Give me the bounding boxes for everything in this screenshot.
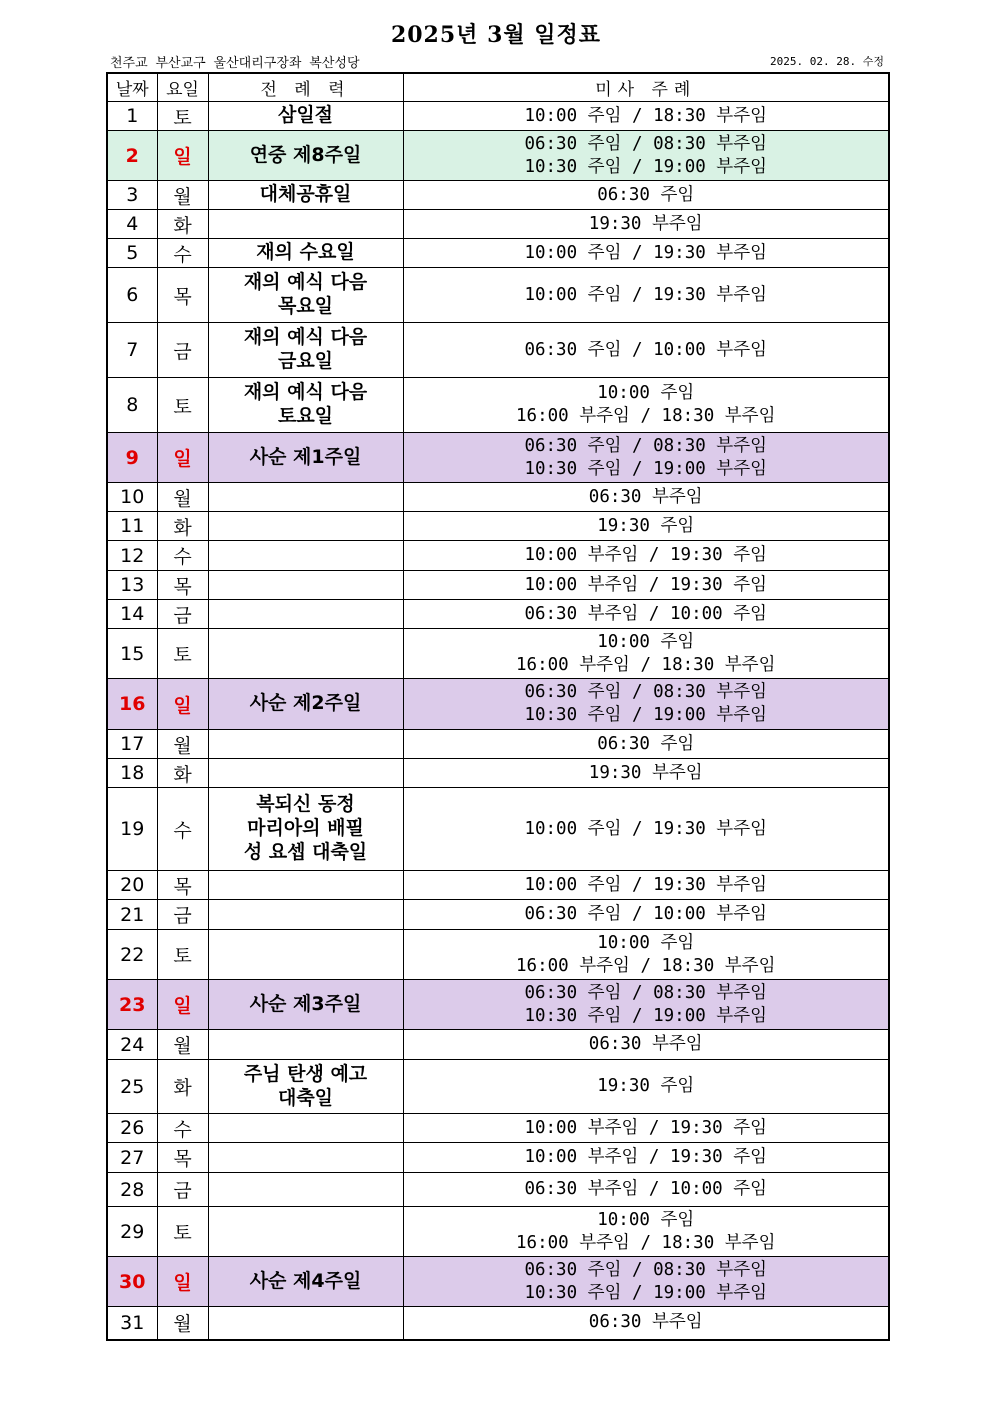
- table-row: [107, 629, 889, 679]
- table-row: [107, 131, 889, 181]
- header-mass: 미사 주례: [403, 73, 889, 102]
- celebration-cell: 복되신 동정 마리아의 배필 성 요셉 대축일: [208, 788, 403, 871]
- celebration-cell: 재의 수요일: [208, 239, 403, 268]
- celebration-cell: 사순 제1주일: [208, 433, 403, 483]
- weekday-cell: 수: [157, 788, 208, 871]
- date-cell: 30: [107, 1257, 157, 1307]
- celebration-cell: [208, 600, 403, 629]
- table-row: [107, 210, 889, 239]
- celebration-cell: [208, 730, 403, 759]
- table-row: [107, 1257, 889, 1307]
- table-row: [107, 600, 889, 629]
- weekday-cell: 금: [157, 323, 208, 378]
- weekday-cell: 일: [157, 131, 208, 181]
- celebration-cell: 주님 탄생 예고 대축일: [208, 1060, 403, 1114]
- table-row: [107, 323, 889, 378]
- celebration-cell: 사순 제3주일: [208, 980, 403, 1030]
- celebration-cell: [208, 1030, 403, 1060]
- celebration-cell: [208, 1173, 403, 1207]
- date-cell: 7: [107, 323, 157, 378]
- date-cell: 8: [107, 378, 157, 433]
- mass-cell: 10:00 주임 16:00 부주임 / 18:30 부주임: [403, 930, 889, 980]
- page-title: 2025년 3월 일정표: [390, 22, 602, 48]
- celebration-cell: [208, 759, 403, 788]
- mass-cell: 06:30 부주임: [403, 1307, 889, 1340]
- mass-cell: 10:00 주임 / 19:30 부주임: [403, 788, 889, 871]
- table-row: [107, 1207, 889, 1257]
- weekday-cell: 일: [157, 1257, 208, 1307]
- mass-cell: 10:00 주임 / 19:30 부주임: [403, 268, 889, 323]
- mass-cell: 06:30 부주임: [403, 483, 889, 512]
- date-cell: 3: [107, 181, 157, 210]
- date-cell: 21: [107, 900, 157, 930]
- mass-cell: 19:30 부주임: [403, 210, 889, 239]
- mass-cell: 06:30 주임 / 10:00 부주임: [403, 323, 889, 378]
- table-row: [107, 239, 889, 268]
- weekday-cell: 목: [157, 871, 208, 900]
- date-cell: 5: [107, 239, 157, 268]
- weekday-cell: 화: [157, 1060, 208, 1114]
- celebration-cell: [208, 512, 403, 541]
- parish-name: 천주교 부산교구 울산대리구장좌 복산성당: [110, 56, 360, 71]
- celebration-cell: 연중 제8주일: [208, 131, 403, 181]
- celebration-cell: 삼일절: [208, 102, 403, 131]
- celebration-cell: [208, 871, 403, 900]
- weekday-cell: 월: [157, 181, 208, 210]
- table-row: [107, 268, 889, 323]
- celebration-cell: [208, 1143, 403, 1173]
- table-row: [107, 679, 889, 730]
- date-cell: 2: [107, 131, 157, 181]
- celebration-cell: 사순 제2주일: [208, 679, 403, 730]
- weekday-cell: 월: [157, 1030, 208, 1060]
- weekday-cell: 화: [157, 759, 208, 788]
- mass-cell: 19:30 주임: [403, 512, 889, 541]
- celebration-cell: [208, 210, 403, 239]
- celebration-cell: 재의 예식 다음 목요일: [208, 268, 403, 323]
- mass-cell: 06:30 주임 / 08:30 부주임 10:30 주임 / 19:00 부주임: [403, 131, 889, 181]
- mass-cell: 06:30 주임: [403, 181, 889, 210]
- celebration-cell: 재의 예식 다음 금요일: [208, 323, 403, 378]
- date-cell: 23: [107, 980, 157, 1030]
- table-row: [107, 871, 889, 900]
- weekday-cell: 수: [157, 541, 208, 571]
- weekday-cell: 토: [157, 1207, 208, 1257]
- table-row: [107, 102, 889, 131]
- mass-cell: 10:00 주임 / 19:30 부주임: [403, 871, 889, 900]
- header-celebration: 전 례 력: [208, 73, 403, 102]
- table-row: [107, 980, 889, 1030]
- celebration-cell: 재의 예식 다음 토요일: [208, 378, 403, 433]
- mass-cell: 10:00 주임 / 18:30 부주임: [403, 102, 889, 131]
- celebration-cell: [208, 930, 403, 980]
- celebration-cell: [208, 629, 403, 679]
- mass-cell: 19:30 부주임: [403, 759, 889, 788]
- date-cell: 4: [107, 210, 157, 239]
- date-cell: 10: [107, 483, 157, 512]
- mass-cell: 10:00 부주임 / 19:30 주임: [403, 541, 889, 571]
- weekday-cell: 수: [157, 239, 208, 268]
- weekday-cell: 토: [157, 629, 208, 679]
- weekday-cell: 월: [157, 730, 208, 759]
- celebration-cell: [208, 541, 403, 571]
- date-cell: 12: [107, 541, 157, 571]
- table-row: [107, 433, 889, 483]
- celebration-cell: [208, 1307, 403, 1340]
- date-cell: 1: [107, 102, 157, 131]
- date-cell: 14: [107, 600, 157, 629]
- table-row: [107, 483, 889, 512]
- date-cell: 27: [107, 1143, 157, 1173]
- mass-cell: 10:00 주임 / 19:30 부주임: [403, 239, 889, 268]
- weekday-cell: 금: [157, 900, 208, 930]
- schedule-table: [106, 72, 890, 1341]
- table-row: [107, 1030, 889, 1060]
- date-cell: 22: [107, 930, 157, 980]
- table-row: [107, 541, 889, 571]
- mass-cell: 06:30 주임 / 08:30 부주임 10:30 주임 / 19:00 부주임: [403, 433, 889, 483]
- weekday-cell: 수: [157, 1114, 208, 1143]
- celebration-cell: [208, 1207, 403, 1257]
- date-cell: 17: [107, 730, 157, 759]
- celebration-cell: [208, 483, 403, 512]
- date-cell: 24: [107, 1030, 157, 1060]
- date-cell: 18: [107, 759, 157, 788]
- table-row: [107, 1060, 889, 1114]
- weekday-cell: 금: [157, 1173, 208, 1207]
- mass-cell: 06:30 부주임 / 10:00 주임: [403, 1173, 889, 1207]
- mass-cell: 06:30 주임 / 08:30 부주임 10:30 주임 / 19:00 부주임: [403, 980, 889, 1030]
- mass-cell: 10:00 주임 16:00 부주임 / 18:30 부주임: [403, 378, 889, 433]
- mass-cell: 06:30 주임: [403, 730, 889, 759]
- table-row: [107, 759, 889, 788]
- weekday-cell: 월: [157, 1307, 208, 1340]
- mass-cell: 10:00 부주임 / 19:30 주임: [403, 1114, 889, 1143]
- header-weekday: 요일: [157, 73, 208, 102]
- date-cell: 13: [107, 571, 157, 600]
- date-cell: 20: [107, 871, 157, 900]
- table-row: [107, 378, 889, 433]
- mass-cell: 19:30 주임: [403, 1060, 889, 1114]
- mass-cell: 06:30 부주임: [403, 1030, 889, 1060]
- revision-date: 2025. 02. 28. 수정: [770, 55, 884, 68]
- date-cell: 6: [107, 268, 157, 323]
- table-row: [107, 512, 889, 541]
- weekday-cell: 토: [157, 378, 208, 433]
- celebration-cell: [208, 1114, 403, 1143]
- weekday-cell: 화: [157, 512, 208, 541]
- date-cell: 26: [107, 1114, 157, 1143]
- date-cell: 31: [107, 1307, 157, 1340]
- header-row: [107, 73, 889, 102]
- weekday-cell: 목: [157, 268, 208, 323]
- table-row: [107, 1114, 889, 1143]
- table-row: [107, 788, 889, 871]
- mass-cell: 06:30 주임 / 08:30 부주임 10:30 주임 / 19:00 부주임: [403, 679, 889, 730]
- weekday-cell: 일: [157, 980, 208, 1030]
- mass-cell: 06:30 주임 / 08:30 부주임 10:30 주임 / 19:00 부주임: [403, 1257, 889, 1307]
- mass-cell: 10:00 부주임 / 19:30 주임: [403, 1143, 889, 1173]
- schedule-body: [107, 102, 889, 1340]
- weekday-cell: 토: [157, 930, 208, 980]
- celebration-cell: [208, 571, 403, 600]
- table-row: [107, 1143, 889, 1173]
- table-row: [107, 1307, 889, 1340]
- date-cell: 15: [107, 629, 157, 679]
- weekday-cell: 목: [157, 571, 208, 600]
- mass-cell: 06:30 부주임 / 10:00 주임: [403, 600, 889, 629]
- weekday-cell: 일: [157, 433, 208, 483]
- date-cell: 28: [107, 1173, 157, 1207]
- table-row: [107, 900, 889, 930]
- date-cell: 11: [107, 512, 157, 541]
- mass-cell: 10:00 주임 16:00 부주임 / 18:30 부주임: [403, 1207, 889, 1257]
- header-date: 날짜: [107, 73, 157, 102]
- weekday-cell: 목: [157, 1143, 208, 1173]
- date-cell: 19: [107, 788, 157, 871]
- table-row: [107, 930, 889, 980]
- celebration-cell: 대체공휴일: [208, 181, 403, 210]
- weekday-cell: 화: [157, 210, 208, 239]
- celebration-cell: 사순 제4주일: [208, 1257, 403, 1307]
- mass-cell: 10:00 주임 16:00 부주임 / 18:30 부주임: [403, 629, 889, 679]
- table-row: [107, 181, 889, 210]
- celebration-cell: [208, 900, 403, 930]
- weekday-cell: 일: [157, 679, 208, 730]
- date-cell: 29: [107, 1207, 157, 1257]
- mass-cell: 06:30 주임 / 10:00 부주임: [403, 900, 889, 930]
- mass-cell: 10:00 부주임 / 19:30 주임: [403, 571, 889, 600]
- weekday-cell: 월: [157, 483, 208, 512]
- date-cell: 9: [107, 433, 157, 483]
- table-row: [107, 571, 889, 600]
- table-row: [107, 730, 889, 759]
- date-cell: 16: [107, 679, 157, 730]
- table-row: [107, 1173, 889, 1207]
- weekday-cell: 금: [157, 600, 208, 629]
- date-cell: 25: [107, 1060, 157, 1114]
- weekday-cell: 토: [157, 102, 208, 131]
